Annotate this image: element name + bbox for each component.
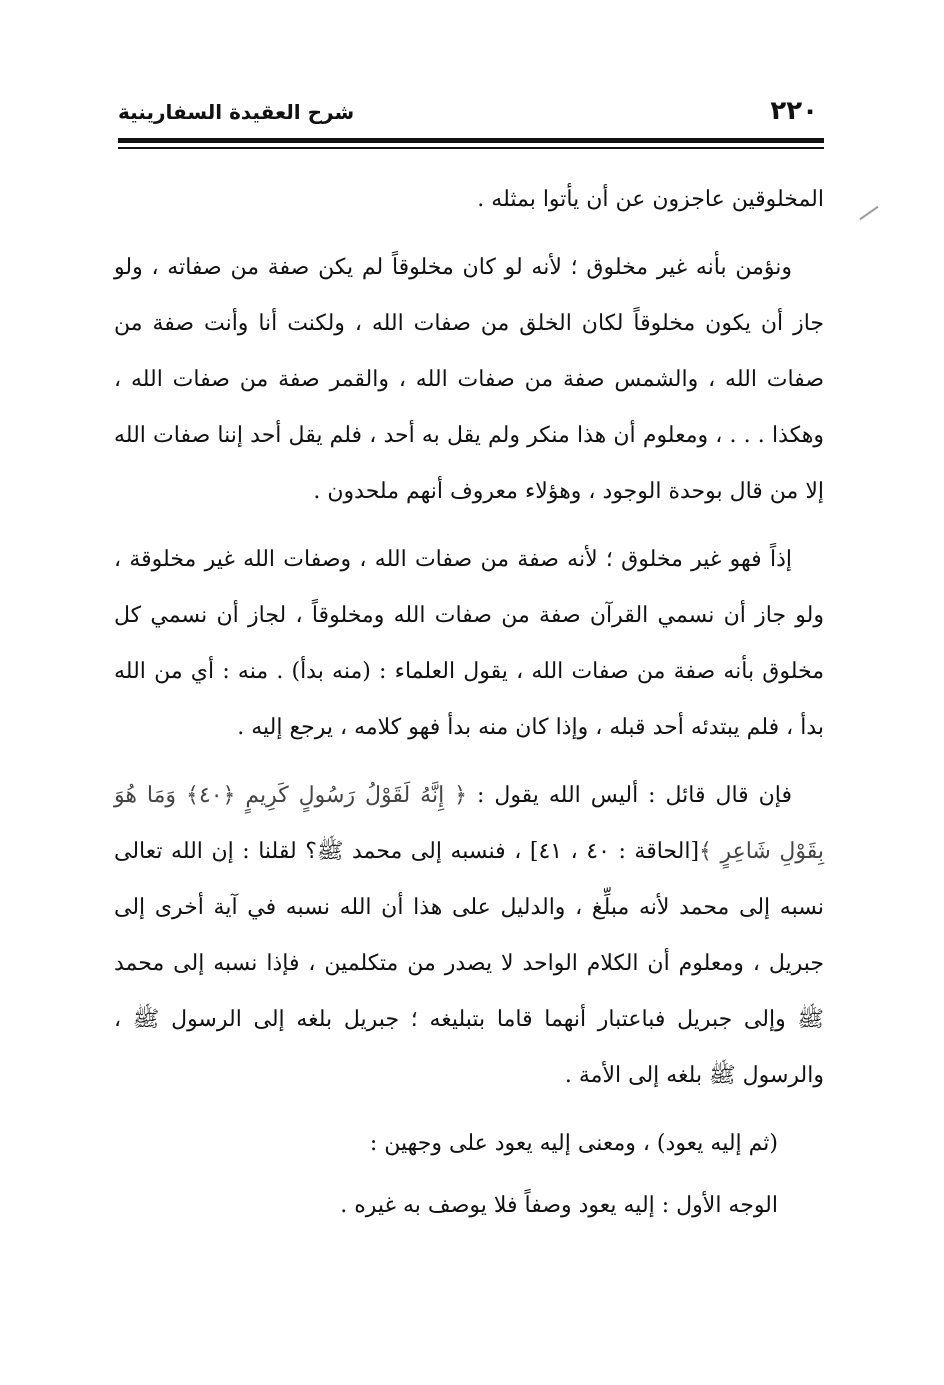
paragraph-5: (ثم إليه يعود) ، ومعنى إليه يعود على وجهين : [369, 1131, 778, 1156]
paragraph-2: ونؤمن بأنه غير مخلوق ؛ لأنه لو كان مخلوقاً لم يكن صفة من صفاته ، ولو جاز أن يكون مخلوقاً لكان الخلق من صفات الله ، ولكنت أنا وأنت صفة من صفات الله ، والشمس صفة من صفات الله ، والقمر صفة من صفات الله ، وهكذا . . . ، ومعلوم أن هذا منكر ولم يقل به أحد ، فلم يقل أحد إننا صفات الله إلا من قال بوحدة الوجود ، وهؤلاء معروف أنهم ملحدون . [114, 255, 824, 504]
paragraph-4-rest: [الحاقة : ٤٠ ، ٤١] ، فنسبه إلى محمد ﷺ؟ لقلنا : إن الله تعالى نسبه إلى محمد لأنه مبلِّغ ، والدليل على هذا أن الله نسبه في آية أخرى إلى جبريل ، ومعلوم أن الكلام الواحد لا يصدر من متكلمين ، فإذا نسبه إلى محمد ﷺ وإلى جبريل فباعتبار أنهما قاما بتبليغه ؛ جبريل بلغه إلى الرسول ﷺ ، والرسول ﷺ بلغه إلى الأمة . [114, 839, 824, 1088]
header-rule-thin [118, 147, 824, 149]
quran-verse: ﴿ إِنَّهُ لَقَوْلُ رَسُولٍ كَرِيمٍ ﴿٤٠﴾ وَمَا هُوَ بِقَوْلِ شَاعِرٍ ﴾ [114, 783, 825, 864]
paragraph-4 [114, 768, 824, 1104]
page-number: ٢٢٠ [770, 96, 818, 126]
paragraph-4-intro: فإن قال قائل : أليس الله يقول : [467, 783, 792, 808]
page-header [118, 96, 818, 126]
margin-mark [859, 206, 878, 220]
running-title: شرح العقيدة السفارينية [118, 100, 355, 124]
header-rule-thick [118, 138, 824, 143]
paragraph-1: المخلوقين عاجزون عن أن يأتوا بمثله . [477, 187, 824, 212]
body-text [114, 172, 824, 1240]
paragraph-3: إذاً فهو غير مخلوق ؛ لأنه صفة من صفات الله ، وصفات الله غير مخلوقة ، ولو جاز أن نسمي القرآن صفة من صفات الله ومخلوقاً ، لجاز أن نسمي كل مخلوق بأنه صفة من صفات الله ، يقول العلماء : (منه بدأ) . منه : أي من الله بدأ ، فلم يبتدئه أحد قبله ، وإذا كان منه بدأ فهو كلامه ، يرجع إليه . [114, 547, 824, 740]
paragraph-6: الوجه الأول : إليه يعود وصفاً فلا يوصف به غيره . [340, 1193, 778, 1218]
